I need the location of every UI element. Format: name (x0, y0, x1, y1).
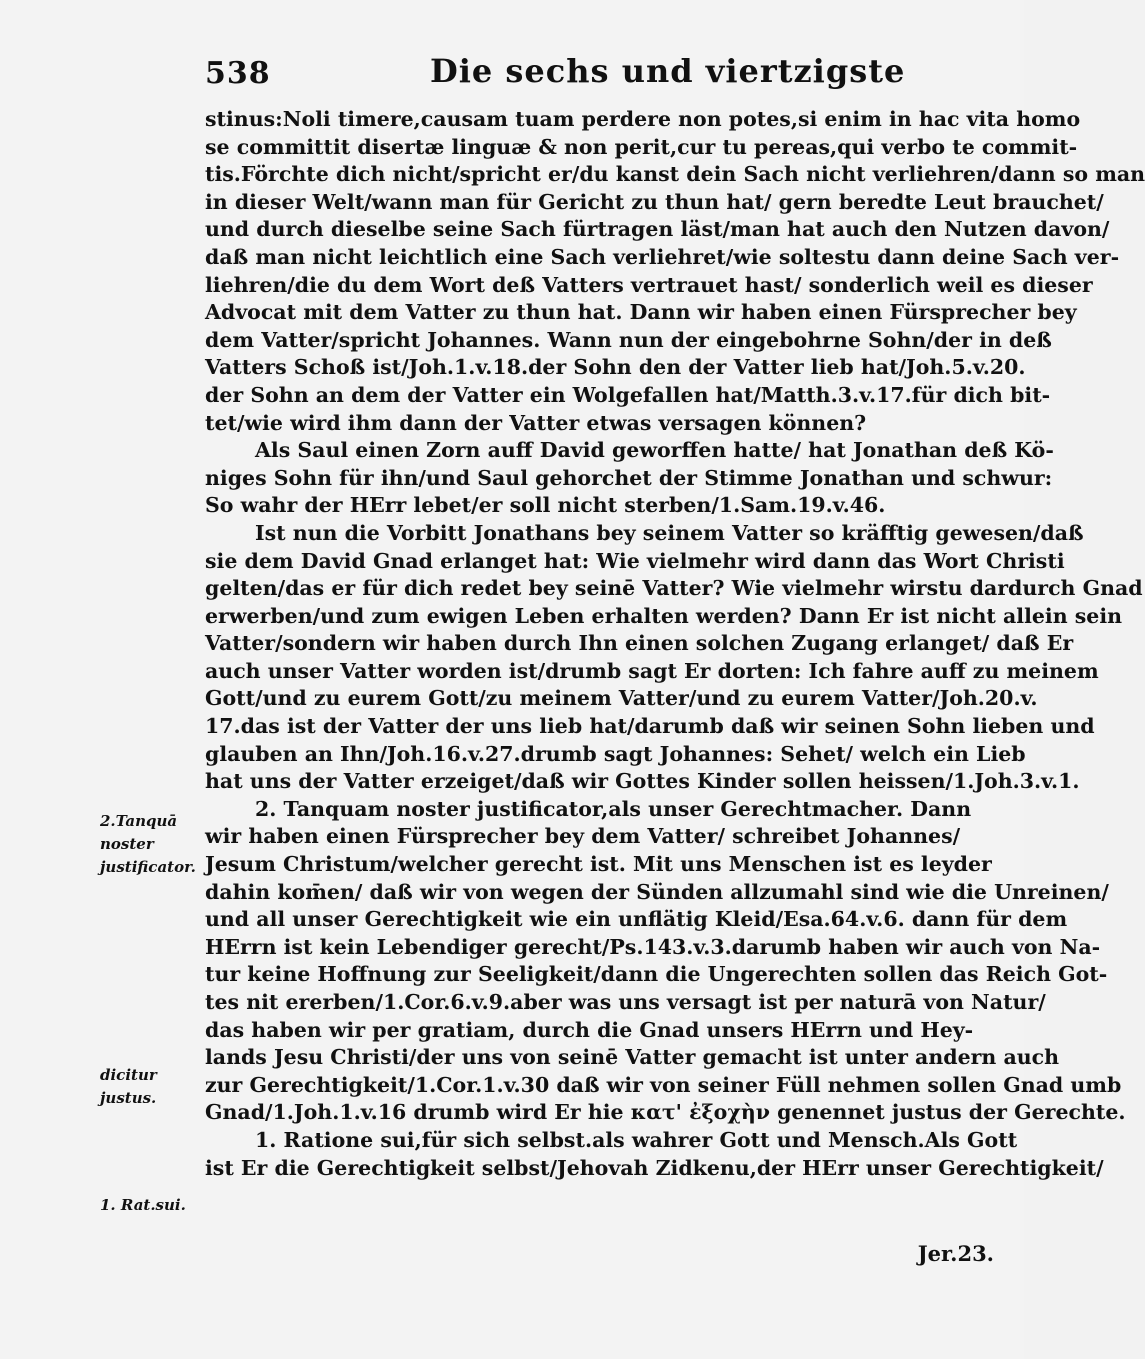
text-line: 1. Ratione sui,für sich selbst.als wahrer Gott und Mensch.Als Gott (255, 1127, 1018, 1152)
main-text-block (205, 106, 1145, 1182)
text-line: erwerben/und zum ewigen Leben erhalten werden? Dann Er ist nicht allein sein (205, 603, 1123, 628)
text-line: ist Er die Gerechtigkeit selbst/Jehovah Zidkenu,der HErr unser Gerechtigkeit/ (205, 1155, 1104, 1180)
text-line: und durch dieselbe seine Sach fürtragen läst/man hat auch den Nutzen davon/ (205, 217, 1110, 242)
margin-note-justus: dicitur justus. (100, 1066, 157, 1107)
text-line: tet/wie wird ihm dann der Vatter etwas versagen können? (205, 410, 867, 435)
text-line: und all unser Gerechtigkeit wie ein unflätig Kleid/Esa.64.v.6. dann für dem (205, 907, 1068, 932)
text-line: 2. Tanquam noster justificator,als unser Gerechtmacher. Dann (255, 796, 972, 821)
text-line: tis.Förchte dich nicht/spricht er/du kanst dein Sach nicht verliehren/dann so man (205, 162, 1145, 187)
text-line: sie dem David Gnad erlanget hat: Wie vielmehr wird dann das Wort Christi (205, 548, 1065, 573)
text-line: lands Jesu Christi/der uns von seinē Vatter gemacht ist unter andern auch (205, 1045, 1060, 1070)
page-header (0, 52, 1024, 100)
text-line: tes nit ererben/1.Cor.6.v.9.aber was uns versagt ist per naturā von Natur/ (205, 990, 1046, 1014)
text-line: hat uns der Vatter erzeiget/daß wir Gottes Kinder sollen heissen/1.Joh.3.v.1. (205, 769, 1080, 794)
text-line: stinus:Noli timere,causam tuam perdere non potes,si enim in hac vita homo (205, 107, 1081, 131)
margin-note-justificator: 2.Tanquā noster justificator. (100, 812, 196, 876)
text-line: Jesum Christum/welcher gerecht ist. Mit uns Menschen ist es leyder (205, 852, 992, 877)
text-line: dahin kom̄en/ daß wir von wegen der Sünden allzumahl sind wie die Unreinen/ (205, 879, 1109, 904)
text-line: zur Gerechtigkeit/1.Cor.1.v.30 daß wir von seiner Füll nehmen sollen Gnad umb (205, 1072, 1122, 1097)
text-line: Vatters Schoß ist/Joh.1.v.18.der Sohn den der Vatter lieb hat/Joh.5.v.20. (205, 355, 1026, 380)
text-line: liehren/die du dem Wort deß Vatters vertrauet hast/ sonderlich weil es dieser (205, 272, 1093, 297)
text-line: So wahr der HErr lebet/er soll nicht sterben/1.Sam.19.v.46. (205, 493, 886, 518)
text-line: Vatter/sondern wir haben durch Ihn einen solchen Zugang erlanget/ daß Er (205, 631, 1074, 656)
text-line: der Sohn an dem der Vatter ein Wolgefallen hat/Matth.3.v.17.für dich bit- (205, 382, 1051, 407)
text-line: Als Saul einen Zorn auff David geworffen hatte/ hat Jonathan deß Kö- (255, 438, 1054, 463)
text-line: das haben wir per gratiam, durch die Gnad unsers HErrn und Hey- (205, 1017, 974, 1042)
text-line: niges Sohn für ihn/und Saul gehorchet der Stimme Jonathan und schwur: (205, 465, 1053, 490)
text-line: daß man nicht leichtlich eine Sach verliehret/wie soltestu dann deine Sach ver- (205, 244, 1120, 269)
text-line: Ist nun die Vorbitt Jonathans bey seinem Vatter so kräfftig gewesen/daß (255, 520, 1084, 545)
text-line: glauben an Ihn/Joh.16.v.27.drumb sagt Johannes: Sehet/ welch ein Lieb (205, 741, 1026, 766)
text-line: Gnad/1.Joh.1.v.16 drumb wird Er hie κατ' ἐξοχὴν genennet justus der Gerechte. (205, 1100, 1126, 1125)
catchword: Jer.23. (917, 1241, 994, 1266)
text-line: Gott/und zu eurem Gott/zu meinem Vatter/und zu eurem Vatter/Joh.20.v. (205, 686, 1038, 711)
margin-note-ratione-sui: 1. Rat.sui. (100, 1196, 186, 1214)
text-line: HErrn ist kein Lebendiger gerecht/Ps.143.v.3.darumb haben wir auch von Na- (205, 934, 1101, 959)
text-line: auch unser Vatter worden ist/drumb sagt Er dorten: Ich fahre auff zu meinem (205, 658, 1099, 683)
text-line: tur keine Hoffnung zur Seeligkeit/dann die Ungerechten sollen das Reich Got- (205, 962, 1108, 987)
running-head: Die sechs und viertzigste (430, 52, 906, 90)
text-line: se committit disertæ linguæ & non perit,cur tu pereas,qui verbo te commit- (205, 134, 1078, 159)
text-line: dem Vatter/spricht Johannes. Wann nun der eingebohrne Sohn/der in deß (205, 327, 1052, 352)
text-line: wir haben einen Fürsprecher bey dem Vatter/ schreibet Johannes/ (205, 824, 961, 849)
text-line: Advocat mit dem Vatter zu thun hat. Dann wir haben einen Fürsprecher bey (205, 300, 1077, 325)
text-line: gelten/das er für dich redet bey seinē Vatter? Wie vielmehr wirstu dardurch Gnad (205, 576, 1143, 601)
text-line: 17.das ist der Vatter der uns lieb hat/darumb daß wir seinen Sohn lieben und (205, 714, 1095, 739)
page-number: 538 (205, 56, 271, 91)
text-line: in dieser Welt/wann man für Gericht zu thun hat/ gern beredte Leut brauchet/ (205, 189, 1104, 214)
